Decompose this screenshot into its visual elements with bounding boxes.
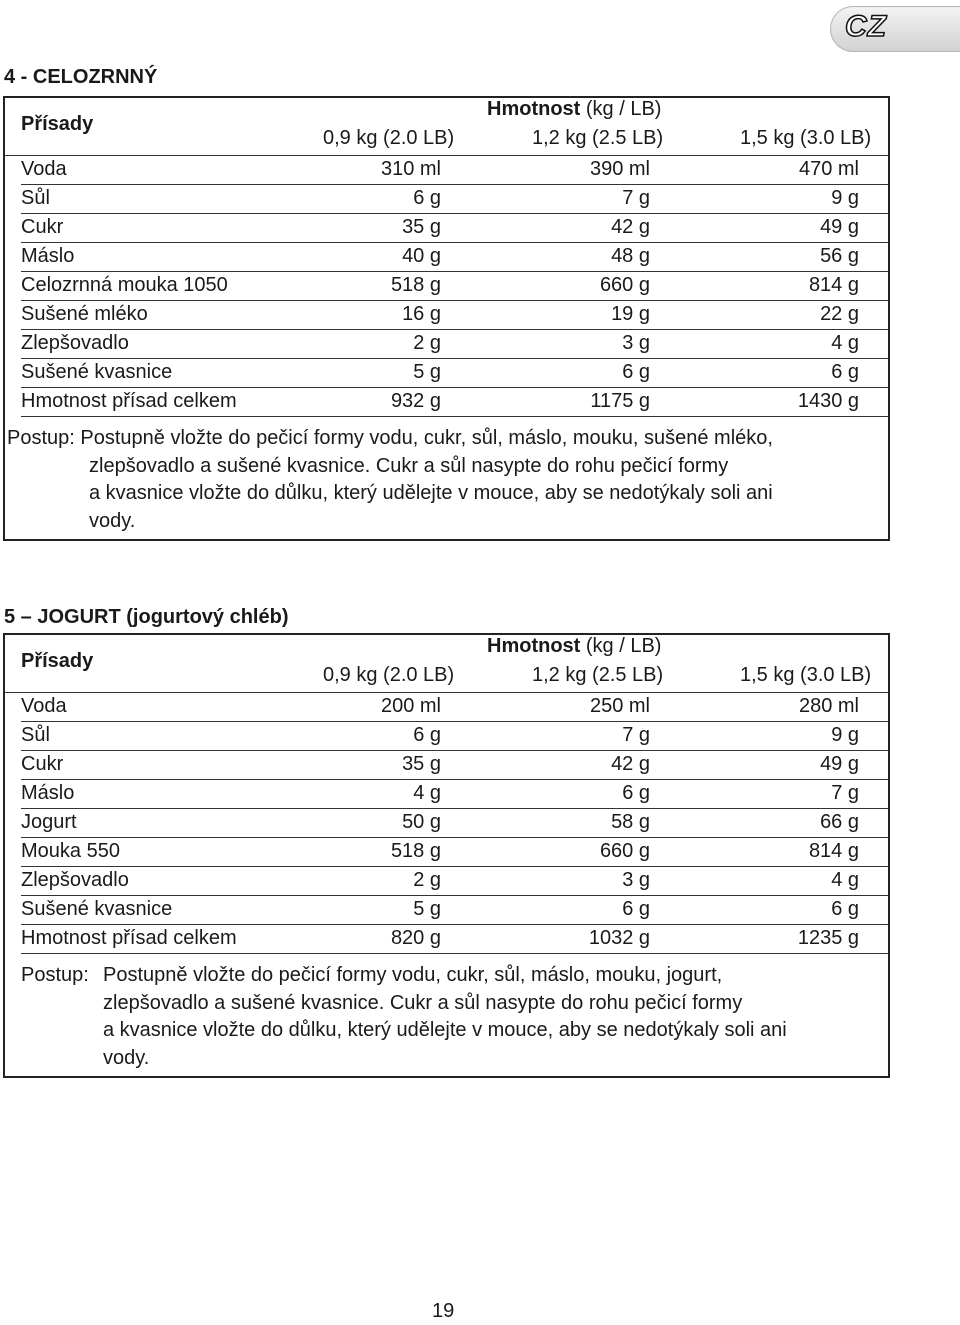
table-row bbox=[21, 214, 888, 243]
column-header: 1,2 kg (2.5 LB) bbox=[532, 127, 664, 149]
ingredient-name: Cukr bbox=[21, 753, 64, 775]
ingredient-name: Hmotnost přísad celkem bbox=[21, 390, 237, 412]
procedure bbox=[7, 425, 888, 535]
ingredient-amount: 58 g bbox=[611, 811, 650, 833]
table-row bbox=[21, 330, 888, 359]
ingredient-amount: 310 ml bbox=[380, 158, 441, 180]
ingredient-amount: 6 g bbox=[622, 361, 650, 383]
procedure-line: Postupně vložte do pečicí formy vodu, cukr, sůl, máslo, mouku, jogurt, bbox=[103, 964, 723, 986]
ingredient-name: Jogurt bbox=[21, 811, 77, 833]
ingredient-amount: 6 g bbox=[413, 187, 441, 209]
recipe-title: 5 – JOGURT (jogurtový chléb) bbox=[4, 606, 289, 628]
procedure-line-text: Postupně vložte do pečicí formy vodu, cukr, sůl, máslo, mouku, sušené mléko, bbox=[80, 427, 773, 449]
ingredient-rows bbox=[5, 693, 888, 954]
table-row bbox=[21, 751, 888, 780]
procedure-line: a kvasnice vložte do důlku, který udělejte v mouce, aby se nedotýkaly soli ani bbox=[103, 1019, 787, 1041]
ingredient-amount: 200 ml bbox=[380, 695, 441, 717]
table-row bbox=[21, 185, 888, 214]
ingredient-amount: 2 g bbox=[413, 332, 441, 354]
ingredient-name: Sušené kvasnice bbox=[21, 361, 173, 383]
procedure-line: zlepšovadlo a sušené kvasnice. Cukr a sůl nasypte do rohu pečicí formy bbox=[89, 454, 729, 477]
ingredient-amount: 56 g bbox=[820, 245, 859, 267]
ingredient-amount: 4 g bbox=[831, 332, 859, 354]
table-header bbox=[5, 635, 888, 693]
ingredient-amount: 518 g bbox=[390, 274, 441, 296]
ingredient-amount: 3 g bbox=[622, 332, 650, 354]
ingredient-amount: 1175 g bbox=[590, 390, 650, 412]
recipe-title: 4 - CELOZRNNÝ bbox=[4, 66, 158, 88]
ingredient-amount: 9 g bbox=[831, 187, 859, 209]
language-badge-label: CZ bbox=[845, 10, 887, 43]
column-header: 0,9 kg (2.0 LB) bbox=[323, 127, 455, 149]
ingredient-amount: 814 g bbox=[808, 840, 859, 862]
ingredient-amount: 1032 g bbox=[588, 927, 650, 949]
table-row bbox=[21, 301, 888, 330]
ingredient-name: Hmotnost přísad celkem bbox=[21, 927, 237, 949]
ingredient-name: Zlepšovadlo bbox=[21, 332, 129, 354]
ingredients-header: Přísady bbox=[21, 113, 94, 135]
table-row bbox=[21, 722, 888, 751]
column-header: 1,5 kg (3.0 LB) bbox=[740, 127, 872, 149]
ingredient-amount: 5 g bbox=[413, 898, 441, 920]
ingredient-amount: 390 ml bbox=[589, 158, 650, 180]
ingredient-name: Máslo bbox=[21, 782, 75, 804]
ingredient-amount: 42 g bbox=[611, 216, 650, 238]
table-row bbox=[21, 780, 888, 809]
table-row bbox=[21, 693, 888, 722]
ingredient-amount: 49 g bbox=[820, 753, 859, 775]
ingredient-amount: 16 g bbox=[402, 303, 441, 325]
ingredients-header: Přísady bbox=[21, 650, 94, 672]
ingredient-amount: 35 g bbox=[402, 753, 441, 775]
ingredient-name: Sušené mléko bbox=[21, 303, 148, 325]
ingredient-amount: 250 ml bbox=[589, 695, 650, 717]
ingredient-amount: 6 g bbox=[622, 782, 650, 804]
table-row bbox=[21, 156, 888, 185]
ingredient-amount: 19 g bbox=[611, 303, 650, 325]
ingredient-amount: 518 g bbox=[390, 840, 441, 862]
ingredient-name: Zlepšovadlo bbox=[21, 869, 129, 891]
ingredient-amount: 9 g bbox=[831, 724, 859, 746]
ingredient-amount: 50 g bbox=[402, 811, 441, 833]
ingredient-name: Sůl bbox=[21, 724, 50, 746]
ingredient-amount: 7 g bbox=[622, 724, 650, 746]
ingredient-amount: 3 g bbox=[622, 869, 650, 891]
procedure-line: a kvasnice vložte do důlku, který udělejte v mouce, aby se nedotýkaly soli ani bbox=[89, 482, 773, 504]
column-header: 1,5 kg (3.0 LB) bbox=[740, 664, 872, 686]
ingredient-amount: 1235 g bbox=[797, 927, 859, 949]
page-number: 19 bbox=[432, 1300, 455, 1322]
mass-header-label: Hmotnost bbox=[487, 98, 581, 120]
ingredient-amount: 49 g bbox=[820, 216, 859, 238]
ingredient-amount: 5 g bbox=[413, 361, 441, 383]
ingredient-amount: 22 g bbox=[820, 303, 859, 325]
ingredient-name: Mouka 550 bbox=[21, 840, 120, 862]
ingredient-name: Sušené kvasnice bbox=[21, 898, 173, 920]
column-header: 0,9 kg (2.0 LB) bbox=[323, 664, 455, 686]
ingredient-amount: 4 g bbox=[413, 782, 441, 804]
ingredient-amount: 42 g bbox=[611, 753, 650, 775]
ingredient-amount: 4 g bbox=[831, 869, 859, 891]
ingredient-amount: 1430 g bbox=[797, 390, 859, 412]
ingredient-name: Voda bbox=[21, 695, 67, 717]
procedure-line: vody. bbox=[89, 509, 136, 532]
table-row bbox=[21, 838, 888, 867]
ingredient-amount: 48 g bbox=[611, 245, 650, 267]
ingredient-name: Celozrnná mouka 1050 bbox=[21, 274, 228, 296]
language-badge bbox=[830, 6, 960, 52]
ingredient-amount: 6 g bbox=[831, 361, 859, 383]
recipe-table bbox=[3, 633, 890, 1078]
table-row bbox=[21, 896, 888, 925]
mass-header bbox=[487, 635, 661, 658]
ingredient-name: Máslo bbox=[21, 245, 75, 267]
mass-header-label: Hmotnost bbox=[487, 635, 581, 657]
ingredient-rows bbox=[5, 156, 888, 417]
procedure-label: Postup: bbox=[7, 427, 75, 449]
recipe-table bbox=[3, 96, 890, 541]
column-header: 1,2 kg (2.5 LB) bbox=[532, 664, 664, 686]
ingredient-amount: 6 g bbox=[831, 898, 859, 920]
ingredient-amount: 35 g bbox=[402, 216, 441, 238]
table-row bbox=[21, 359, 888, 388]
mass-header bbox=[487, 98, 661, 121]
ingredient-amount: 660 g bbox=[599, 274, 650, 296]
ingredient-amount: 814 g bbox=[808, 274, 859, 296]
ingredient-amount: 40 g bbox=[402, 245, 441, 267]
procedure bbox=[21, 962, 888, 1072]
ingredient-amount: 470 ml bbox=[798, 158, 859, 180]
procedure-line bbox=[7, 425, 773, 453]
procedure-line: zlepšovadlo a sušené kvasnice. Cukr a sůl nasypte do rohu pečicí formy bbox=[103, 991, 743, 1014]
ingredient-name: Voda bbox=[21, 158, 67, 180]
table-row bbox=[21, 925, 888, 954]
ingredient-name: Cukr bbox=[21, 216, 64, 238]
table-header bbox=[5, 98, 888, 156]
procedure-label: Postup: bbox=[21, 964, 89, 986]
ingredient-name: Sůl bbox=[21, 187, 50, 209]
ingredient-amount: 932 g bbox=[390, 390, 441, 412]
ingredient-amount: 660 g bbox=[599, 840, 650, 862]
table-row bbox=[21, 867, 888, 896]
ingredient-amount: 280 ml bbox=[798, 695, 859, 717]
ingredient-amount: 6 g bbox=[413, 724, 441, 746]
ingredient-amount: 7 g bbox=[831, 782, 859, 804]
table-row bbox=[21, 809, 888, 838]
mass-header-unit: (kg / LB) bbox=[585, 635, 662, 657]
procedure-line: vody. bbox=[103, 1046, 150, 1069]
ingredient-amount: 6 g bbox=[622, 898, 650, 920]
table-row bbox=[21, 243, 888, 272]
mass-header-unit: (kg / LB) bbox=[585, 98, 662, 120]
ingredient-amount: 2 g bbox=[413, 869, 441, 891]
table-row bbox=[21, 388, 888, 417]
table-row bbox=[21, 272, 888, 301]
ingredient-amount: 820 g bbox=[390, 927, 441, 949]
ingredient-amount: 66 g bbox=[820, 811, 859, 833]
ingredient-amount: 7 g bbox=[622, 187, 650, 209]
